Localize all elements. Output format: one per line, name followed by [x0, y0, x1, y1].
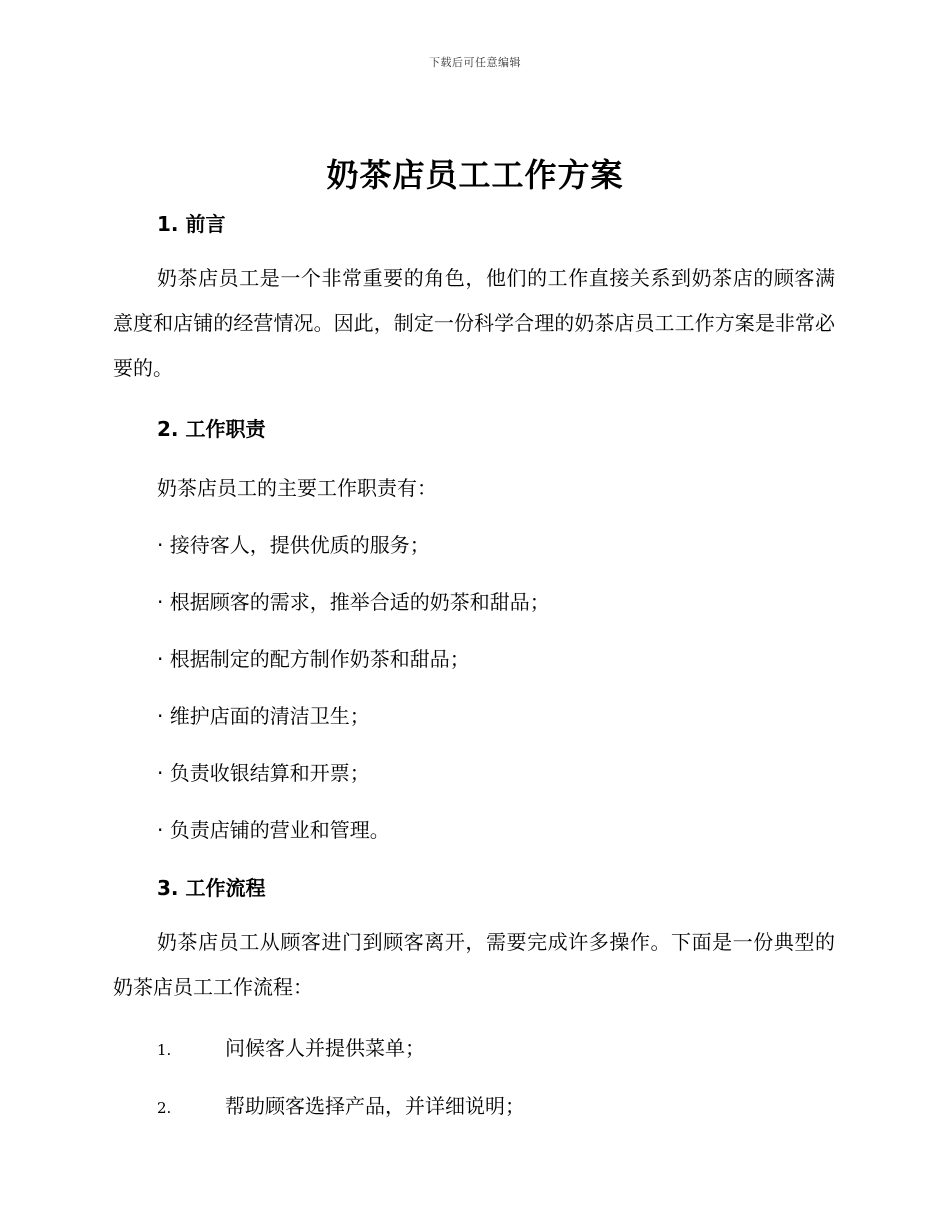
header-note: 下载后可任意编辑 [429, 56, 521, 69]
step-number: 2. [157, 1099, 172, 1117]
preface-paragraph: 奶茶店员工是一个非常重要的角色，他们的工作直接关系到奶茶店的顾客满意度和店铺的经营情况。因此，制定一份科学合理的奶茶店员工工作方案是非常必要的。 [113, 266, 835, 380]
step-number: 1. [157, 1041, 172, 1059]
section-heading-duties: 2. 工作职责 [157, 417, 266, 441]
duty-item: · 维护店面的清洁卫生； [157, 704, 370, 728]
step-text: 帮助顾客选择产品，并详细说明； [225, 1094, 525, 1118]
section-heading-preface: 1. 前言 [157, 212, 226, 236]
duty-item: · 根据顾客的需求，推举合适的奶茶和甜品； [157, 590, 550, 614]
section-heading-workflow: 3. 工作流程 [157, 876, 266, 900]
step-text: 问候客人并提供菜单； [225, 1036, 425, 1060]
duty-item: · 接待客人，提供优质的服务； [157, 533, 430, 557]
workflow-paragraph: 奶茶店员工从顾客进门到顾客离开，需要完成许多操作。下面是一份典型的奶茶店员工工作流程： [113, 930, 835, 999]
duty-item: · 负责收银结算和开票； [157, 761, 370, 785]
workflow-step [157, 1090, 525, 1119]
document-title: 奶茶店员工工作方案 [326, 156, 624, 194]
duty-item: · 根据制定的配方制作奶茶和甜品； [157, 647, 470, 671]
duties-intro: 奶茶店员工的主要工作职责有： [157, 476, 437, 500]
duty-item: · 负责店铺的营业和管理。 [157, 818, 390, 842]
workflow-step [157, 1032, 425, 1061]
